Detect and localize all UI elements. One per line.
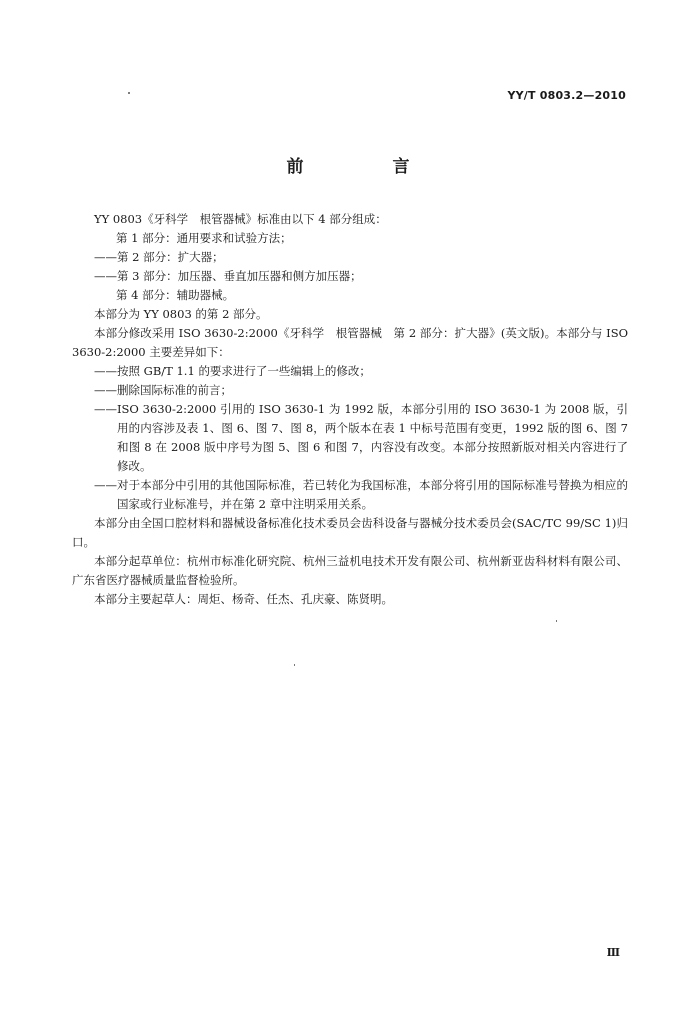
paragraph-drafters: 本部分主要起草人：周炬、杨奇、任杰、孔庆豪、陈贤明。: [94, 592, 393, 606]
difference-item-foreword: [72, 381, 628, 400]
paragraph-proposed-by: 本部分由全国口腔材料和器械设备标准化技术委员会齿科设备与器械分技术委员会(SAC/TC 99/SC 1)归口。: [72, 516, 628, 549]
paragraph-parts-intro: YY 0803《牙科学 根管器械》标准由以下 4 部分组成：: [94, 212, 387, 226]
list-item-part-3: ——第 3 部分：加压器、垂直加压器和侧方加压器；: [94, 269, 362, 283]
difference-text: 按照 GB/T 1.1 的要求进行了一些编辑上的修改；: [117, 364, 371, 378]
paragraph-modification: 本部分修改采用 ISO 3630-2:2000《牙科学 根管器械 第 2 部分：扩大器》(英文版)。本部分与 ISO 3630-2:2000 主要差异如下：: [72, 326, 628, 359]
scan-speck: [556, 620, 557, 622]
difference-text: ISO 3630-2:2000 引用的 ISO 3630-1 为 1992 版，本部分引用的 ISO 3630-1 为 2008 版，引用的内容涉及表 1、图 6、图 7、图 8，两个版本在表 1 中标号范围有变更，1992 版的图 6、图 7 和图 8 在 2008 版中序号为图 5、图 6 和图 7，内容没有改变。本部分按照新版对相关内容进行了修改。: [117, 402, 628, 473]
scan-speck: [294, 664, 295, 666]
list-item-part-4: 第 4 部分：辅助器械。: [116, 288, 235, 302]
dash-marker: ——: [94, 402, 117, 416]
difference-item-editorial: [72, 362, 628, 381]
difference-text: 删除国际标准的前言；: [117, 383, 232, 397]
list-item-part-1: 第 1 部分：通用要求和试验方法；: [116, 231, 292, 245]
page-number: Ⅲ: [606, 946, 620, 959]
dash-marker: ——: [94, 383, 117, 397]
scan-speck: [128, 92, 130, 94]
difference-text: 对于本部分中引用的其他国际标准，若已转化为我国标准，本部分将引用的国际标准号替换为相应的国家或行业标准号，并在第 2 章中注明采用关系。: [117, 478, 628, 511]
standard-code: YY/T 0803.2—2010: [507, 89, 626, 102]
difference-item-national-standards: [72, 476, 628, 514]
dash-marker: ——: [94, 364, 117, 378]
paragraph-drafting-units: 本部分起草单位：杭州市标准化研究院、杭州三益机电技术开发有限公司、杭州新亚齿科材料有限公司、广东省医疗器械质量监督检验所。: [72, 554, 628, 587]
list-item-part-2: ——第 2 部分：扩大器；: [94, 250, 224, 264]
paragraph-this-part: 本部分为 YY 0803 的第 2 部分。: [94, 307, 268, 321]
foreword-body: [72, 210, 628, 609]
page-title: 前 言: [286, 157, 446, 177]
dash-marker: ——: [94, 478, 117, 492]
difference-item-references: [72, 400, 628, 476]
